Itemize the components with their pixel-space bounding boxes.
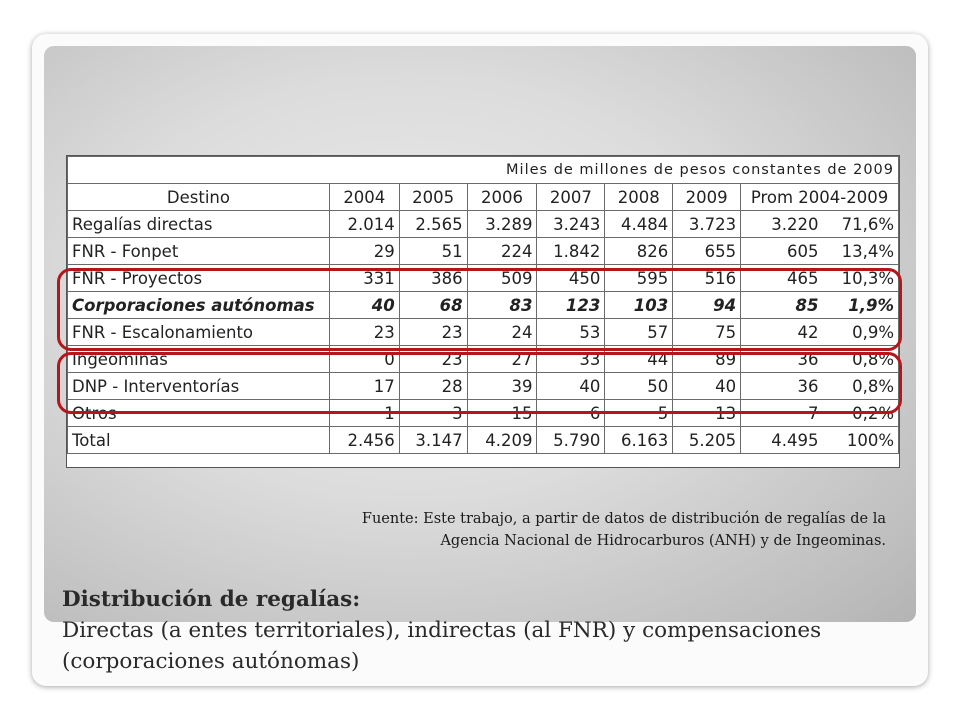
cell-year-value: 331 [329, 265, 399, 292]
cell-year-value: 89 [673, 346, 741, 373]
cell-year-value: 509 [467, 265, 537, 292]
cell-year-value: 33 [537, 346, 605, 373]
row-label: Ingeominas [68, 346, 330, 373]
cell-prom-value: 3.220 [741, 211, 823, 238]
cell-prom-percent: 13,4% [823, 238, 899, 265]
header-2007: 2007 [537, 184, 605, 211]
cell-year-value: 3 [399, 400, 467, 427]
cell-year-value: 51 [399, 238, 467, 265]
cell-prom-percent: 0,9% [823, 319, 899, 346]
header-2009: 2009 [673, 184, 741, 211]
source-note-line-1: Fuente: Este trabajo, a partir de datos de distribución de regalías de la [361, 511, 886, 527]
table-row [68, 211, 899, 238]
cell-year-value: 2.565 [399, 211, 467, 238]
cell-year-value: 23 [399, 346, 467, 373]
cell-year-value: 3.289 [467, 211, 537, 238]
cell-prom-percent: 10,3% [823, 265, 899, 292]
cell-year-value: 224 [467, 238, 537, 265]
table-row [68, 319, 899, 346]
cell-prom-percent: 1,9% [823, 292, 899, 319]
header-2005: 2005 [399, 184, 467, 211]
cell-year-value: 83 [467, 292, 537, 319]
cell-year-value: 53 [537, 319, 605, 346]
header-destino: Destino [68, 184, 330, 211]
cell-year-value: 0 [329, 346, 399, 373]
table-row [68, 400, 899, 427]
row-label: FNR - Escalonamiento [68, 319, 330, 346]
cell-year-value: 17 [329, 373, 399, 400]
cell-year-value: 29 [329, 238, 399, 265]
cell-year-value: 655 [673, 238, 741, 265]
cell-year-value: 1.842 [537, 238, 605, 265]
header-2004: 2004 [329, 184, 399, 211]
cell-year-value: 4.484 [605, 211, 673, 238]
source-note-line-2: Agencia Nacional de Hidrocarburos (ANH) y de Ingeominas. [440, 533, 886, 549]
cell-prom-value: 36 [741, 346, 823, 373]
cell-prom-value: 85 [741, 292, 823, 319]
cell-prom-value: 465 [741, 265, 823, 292]
cell-year-value: 3.147 [399, 427, 467, 454]
table-row [68, 427, 899, 454]
header-row [68, 184, 899, 211]
cell-year-value: 5 [605, 400, 673, 427]
row-label: Regalías directas [68, 211, 330, 238]
cell-year-value: 3.723 [673, 211, 741, 238]
cell-year-value: 6.163 [605, 427, 673, 454]
caption-title: Distribución de regalías: [62, 587, 361, 612]
cell-year-value: 68 [399, 292, 467, 319]
cell-year-value: 15 [467, 400, 537, 427]
cell-year-value: 27 [467, 346, 537, 373]
cell-prom-value: 605 [741, 238, 823, 265]
table-row [68, 292, 899, 319]
cell-year-value: 39 [467, 373, 537, 400]
cell-year-value: 123 [537, 292, 605, 319]
cell-year-value: 40 [329, 292, 399, 319]
cell-year-value: 826 [605, 238, 673, 265]
row-label: FNR - Fonpet [68, 238, 330, 265]
cell-prom-value: 42 [741, 319, 823, 346]
header-2008: 2008 [605, 184, 673, 211]
cell-year-value: 23 [329, 319, 399, 346]
cell-prom-percent: 0,8% [823, 373, 899, 400]
table-row [68, 346, 899, 373]
cell-year-value: 75 [673, 319, 741, 346]
cell-year-value: 94 [673, 292, 741, 319]
cell-prom-percent: 0,2% [823, 400, 899, 427]
cell-year-value: 57 [605, 319, 673, 346]
table-row [68, 265, 899, 292]
cell-year-value: 2.014 [329, 211, 399, 238]
cell-year-value: 13 [673, 400, 741, 427]
slide-caption [62, 584, 912, 677]
cell-year-value: 4.209 [467, 427, 537, 454]
cell-year-value: 450 [537, 265, 605, 292]
cell-year-value: 103 [605, 292, 673, 319]
cell-year-value: 595 [605, 265, 673, 292]
cell-year-value: 23 [399, 319, 467, 346]
cell-prom-percent: 100% [823, 427, 899, 454]
cell-prom-value: 36 [741, 373, 823, 400]
cell-year-value: 44 [605, 346, 673, 373]
cell-prom-percent: 0,8% [823, 346, 899, 373]
cell-year-value: 40 [673, 373, 741, 400]
table-row [68, 238, 899, 265]
cell-year-value: 6 [537, 400, 605, 427]
units-row [68, 157, 899, 184]
row-label: FNR - Proyectos [68, 265, 330, 292]
cell-year-value: 386 [399, 265, 467, 292]
cell-year-value: 50 [605, 373, 673, 400]
royalties-table [66, 155, 900, 468]
cell-year-value: 5.790 [537, 427, 605, 454]
cell-year-value: 2.456 [329, 427, 399, 454]
cell-year-value: 3.243 [537, 211, 605, 238]
cell-year-value: 516 [673, 265, 741, 292]
table-row [68, 373, 899, 400]
cell-year-value: 24 [467, 319, 537, 346]
source-note [300, 508, 886, 552]
header-2006: 2006 [467, 184, 537, 211]
cell-prom-value: 7 [741, 400, 823, 427]
row-label: Otros [68, 400, 330, 427]
cell-year-value: 28 [399, 373, 467, 400]
cell-year-value: 1 [329, 400, 399, 427]
cell-prom-percent: 71,6% [823, 211, 899, 238]
units-label: Miles de millones de pesos constantes de 2009 [68, 157, 899, 184]
header-prom: Prom 2004-2009 [741, 184, 899, 211]
row-label: DNP - Interventorías [68, 373, 330, 400]
cell-year-value: 40 [537, 373, 605, 400]
caption-body: Directas (a entes territoriales), indirectas (al FNR) y compensaciones (corporaciones autónomas) [62, 618, 822, 674]
row-label: Corporaciones autónomas [68, 292, 330, 319]
row-label: Total [68, 427, 330, 454]
cell-year-value: 5.205 [673, 427, 741, 454]
cell-prom-value: 4.495 [741, 427, 823, 454]
